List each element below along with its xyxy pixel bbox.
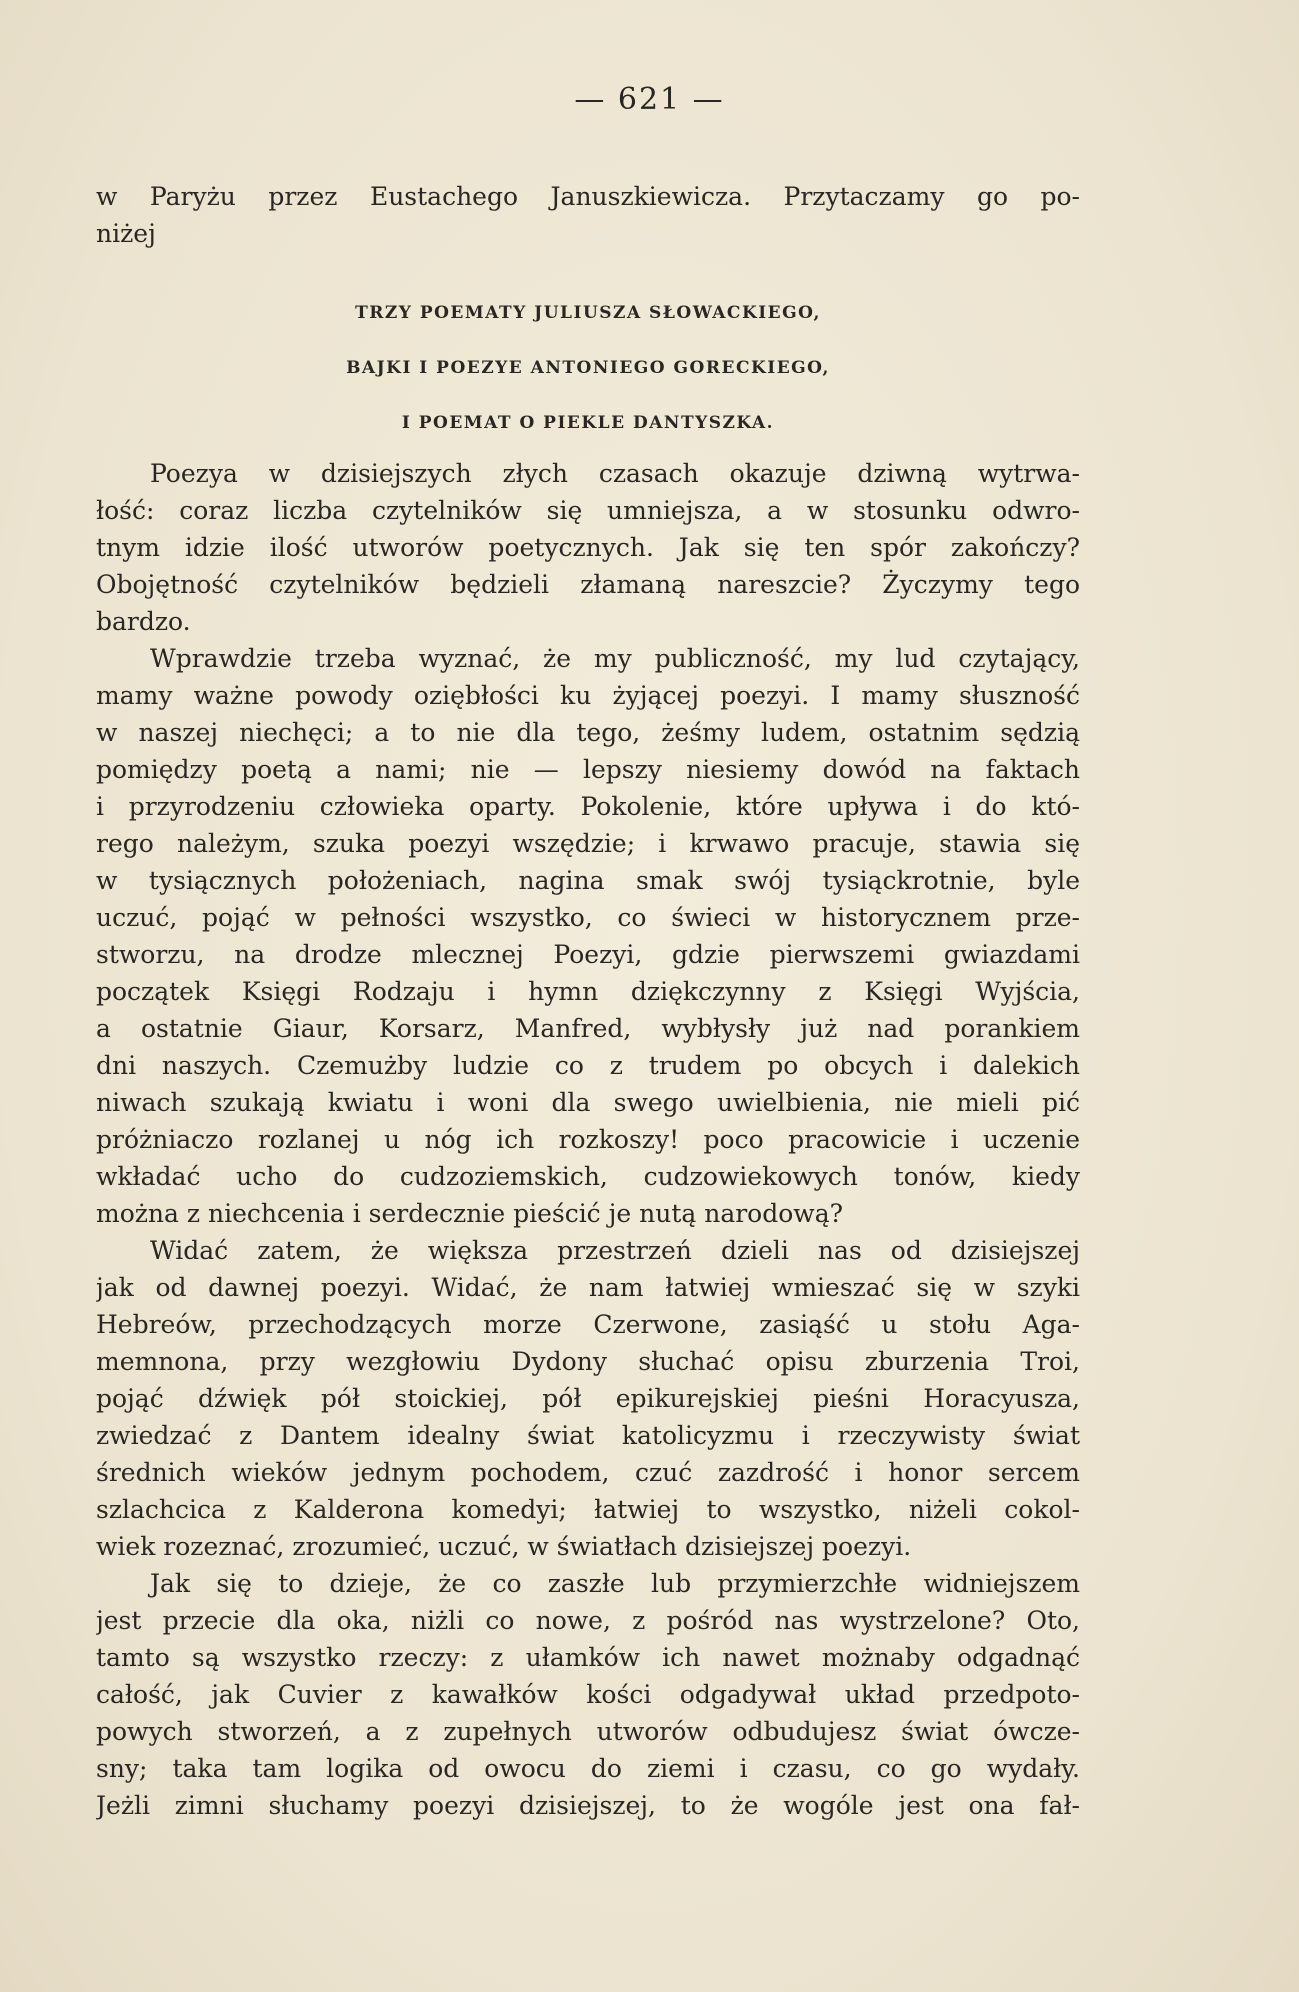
text-line: wiek rozeznać, zrozumieć, uczuć, w światłach dzisiejszej poezyi. [96, 1532, 912, 1561]
title-line: BAJKI I POEZYE ANTONIEGO GORECKIEGO, [346, 358, 830, 378]
text-line: Jeżli zimni słuchamy poezyi dzisiejszej, to że wogóle jest ona fał- [96, 1791, 1080, 1820]
text-line: i przyrodzeniu człowieka oparty. Pokolenie, które upływa i do któ- [96, 792, 1080, 821]
paragraph-2 [96, 640, 1080, 1232]
paragraph-1 [96, 455, 1080, 640]
text-line: w tysiącznych położeniach, nagina smak swój tysiąckrotnie, byle [96, 866, 1080, 895]
text-line: sny; taka tam logika od owocu do ziemi i czasu, co go wydały. [96, 1754, 1080, 1783]
text-line: powych stworzeń, a z zupełnych utworów odbudujesz świat ówcze- [96, 1717, 1080, 1746]
text-line: Obojętność czytelników będzieli złamaną nareszcie? Życzymy tego [96, 570, 1080, 599]
title-line: TRZY POEMATY JULIUSZA SŁOWACKIEGO, [355, 303, 821, 323]
text-line: niwach szukają kwiatu i woni dla swego uwielbienia, nie mieli pić [96, 1088, 1080, 1117]
text-line: Hebreów, przechodzących morze Czerwone, zasiąść u stołu Aga- [96, 1310, 1080, 1339]
text-line: dni naszych. Czemużby ludzie co z trudem po obcych i dalekich [96, 1051, 1080, 1080]
text-line: można z niechcenia i serdecznie pieścić je nutą narodową? [96, 1199, 843, 1228]
text-line: w Paryżu przez Eustachego Januszkiewicza. Przytaczamy go po- [96, 182, 1080, 211]
text-line: Poezya w dzisiejszych złych czasach okazuje dziwną wytrwa- [150, 459, 1080, 488]
text-line: niżej [96, 219, 156, 248]
intro-paragraph [96, 178, 1080, 252]
text-line: szlachcica z Kalderona komedyi; łatwiej to wszystko, niżeli cokol- [96, 1495, 1080, 1524]
text-line: tamto są wszystko rzeczy: z ułamków ich nawet możnaby odgadnąć [96, 1643, 1080, 1672]
text-line: a ostatnie Giaur, Korsarz, Manfred, wybłysły już nad porankiem [96, 1014, 1080, 1043]
text-line: mamy ważne powody oziębłości ku żyjącej poezyi. I mamy słuszność [96, 681, 1080, 710]
page-text [96, 178, 1080, 1824]
text-line: pomiędzy poetą a nami; nie — lepszy niesiemy dowód na faktach [96, 755, 1080, 784]
quoted-title [96, 286, 1080, 451]
text-line: wkładać ucho do cudzoziemskich, cudzowiekowych tonów, kiedy [96, 1162, 1080, 1191]
text-line: średnich wieków jednym pochodem, czuć zazdrość i honor sercem [96, 1458, 1080, 1487]
text-line: tnym idzie ilość utworów poetycznych. Jak się ten spór zakończy? [96, 533, 1080, 562]
text-line: memnona, przy wezgłowiu Dydony słuchać opisu zburzenia Troi, [96, 1347, 1080, 1376]
paragraph-3 [96, 1232, 1080, 1565]
text-line: Widać zatem, że większa przestrzeń dzieli nas od dzisiejszej [150, 1236, 1080, 1265]
text-line: w naszej niechęci; a to nie dla tego, żeśmy ludem, ostatnim sędzią [96, 718, 1080, 747]
page-number: — 621 — [574, 82, 725, 117]
paragraph-4 [96, 1565, 1080, 1824]
text-line: rego należym, szuka poezyi wszędzie; i krwawo pracuje, stawia się [96, 829, 1080, 858]
text-line: łość: coraz liczba czytelników się umniejsza, a w stosunku odwro- [96, 496, 1080, 525]
text-line: próżniaczo rozlanej u nóg ich rozkoszy! poco pracowicie i uczenie [96, 1125, 1080, 1154]
text-line: Wprawdzie trzeba wyznać, że my publiczność, my lud czytający, [150, 644, 1080, 673]
text-line: Jak się to dzieje, że co zaszłe lub przymierzchłe widniejszem [150, 1569, 1080, 1598]
text-line: jak od dawnej poezyi. Widać, że nam łatwiej wmieszać się w szyki [96, 1273, 1080, 1302]
text-line: bardzo. [96, 607, 191, 636]
text-line: jest przecie dla oka, niżli co nowe, z pośród nas wystrzelone? Oto, [96, 1606, 1080, 1635]
text-line: początek Księgi Rodzaju i hymn dziękczynny z Księgi Wyjścia, [96, 977, 1080, 1006]
title-line: I POEMAT O PIEKLE DANTYSZKA. [401, 413, 775, 433]
text-line: stworzu, na drodze mlecznej Poezyi, gdzie pierwszemi gwiazdami [96, 940, 1080, 969]
text-line: pojąć dźwięk pół stoickiej, pół epikurejskiej pieśni Horacyusza, [96, 1384, 1080, 1413]
text-line: zwiedzać z Dantem idealny świat katolicyzmu i rzeczywisty świat [96, 1421, 1080, 1450]
text-line: uczuć, pojąć w pełności wszystko, co świeci w historycznem prze- [96, 903, 1080, 932]
text-line: całość, jak Cuvier z kawałków kości odgadywał układ przedpoto- [96, 1680, 1080, 1709]
